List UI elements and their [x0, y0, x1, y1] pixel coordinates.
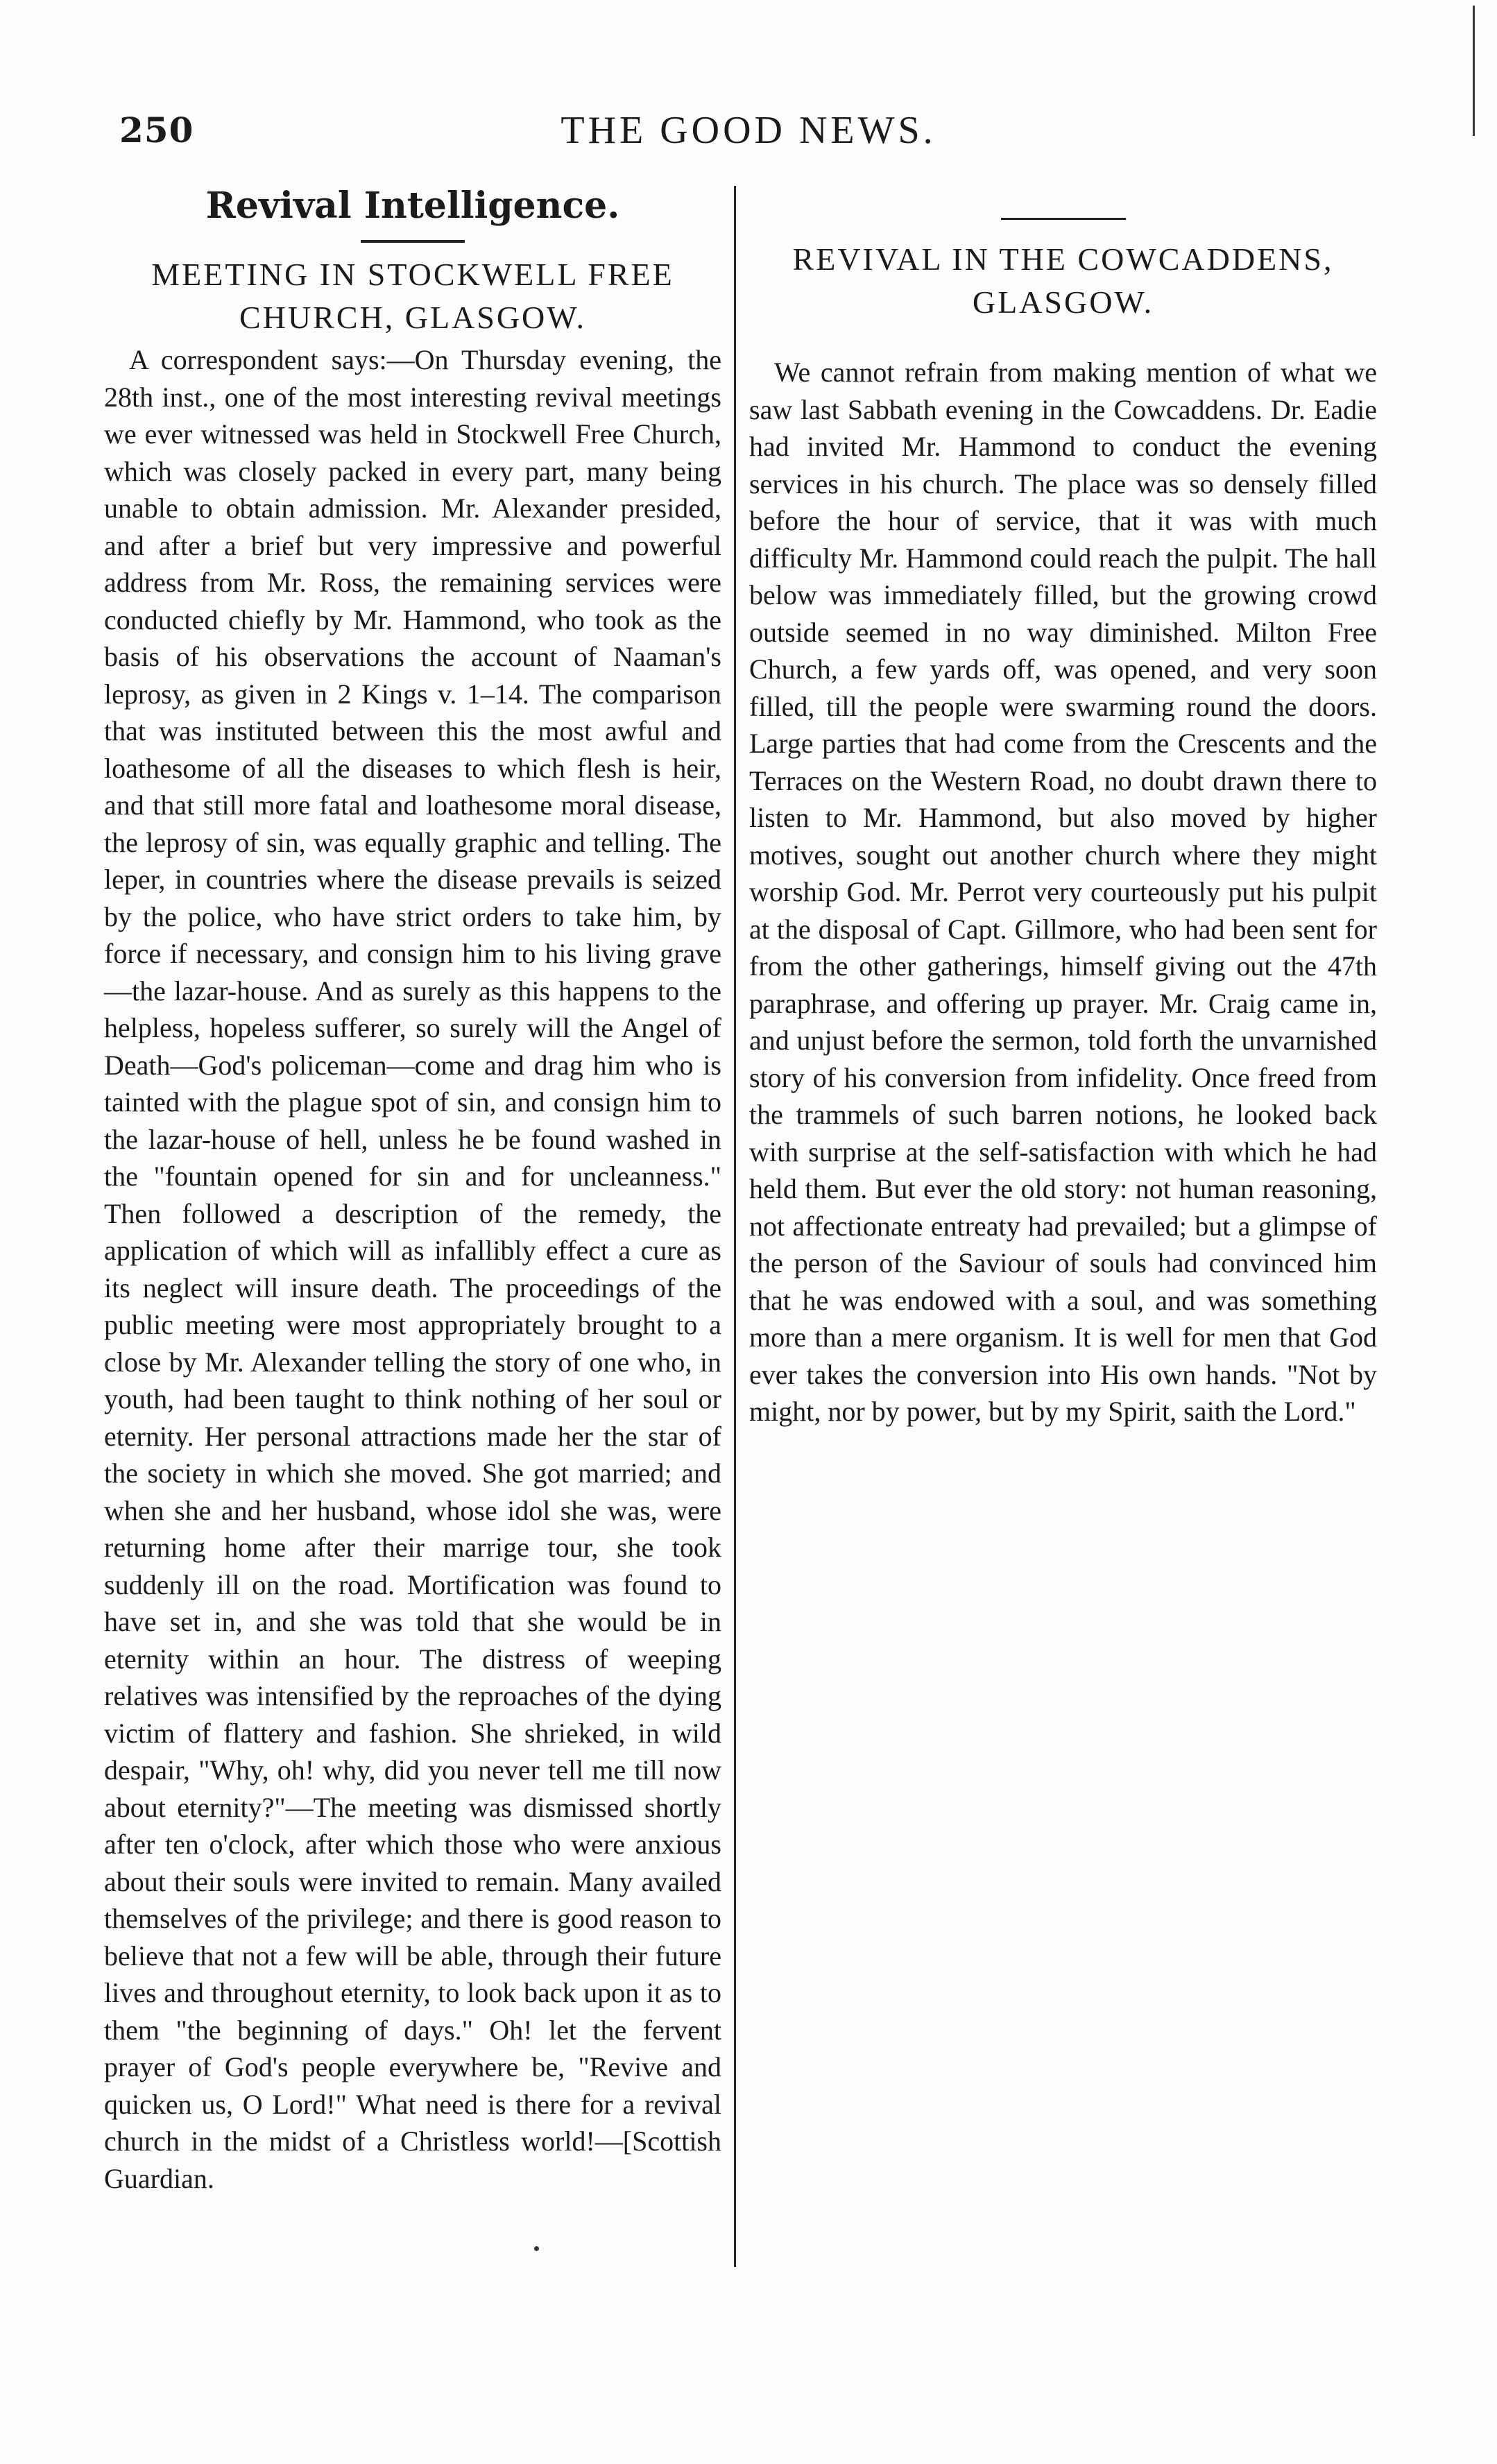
- section-heading: Revival Intelligence.: [205, 185, 620, 227]
- article2-title-line1: REVIVAL IN THE COWCADDENS,: [792, 241, 1334, 277]
- article2-title-line2: GLASGOW.: [972, 284, 1154, 320]
- left-column: [104, 182, 721, 2197]
- page-number: 250: [119, 110, 194, 151]
- article1-title-line1: MEETING IN STOCKWELL FREE: [151, 257, 674, 292]
- footer-dot: [534, 2246, 539, 2251]
- article1-paragraph: A correspondent says:—On Thursday evening, the 28th inst., one of the most interesting revival meetings we ever witnessed was held in Stockwell Free Church, which was closely packed in every part, many being unable to obtain admission. Mr. Alexander presided, and after a brief but very impressive and powerful address from Mr. Ross, the remaining services were conducted chiefly by Mr. Hammond, who took as the basis of his observations the account of Naaman's leprosy, as given in 2 Kings v. 1–14. The comparison that was instituted between this the most awful and loathesome of all the diseases to which flesh is heir, and that still more fatal and loathesome moral disease, the leprosy of sin, was equally graphic and telling. The leper, in countries where the disease prevails is seized by the police, who have strict orders to take him, by force if necessary, and consign him to his living grave—the lazar-house. And as surely as this happens to the helpless, hopeless sufferer, so surely will the Angel of Death—God's policeman—come and drag him who is tainted with the plague spot of sin, and consign him to the lazar-house of hell, unless he be found washed in the "fountain opened for sin and for uncleanness." Then followed a description of the remedy, the application of which will as infallibly effect a cure as its neglect will insure death. The proceedings of the public meeting were most appropriately brought to a close by Mr. Alexander telling the story of one who, in youth, had been taught to think nothing of her soul or eternity. Her personal attractions made her the star of the society in which she moved. She got married; and when she and her husband, whose idol she was, were returning home after their marrige tour, she took suddenly ill on the road. Mortification was found to have set in, and she was told that she would be in eternity within an hour. The distress of weeping relatives was intensified by the reproaches of the dying victim of flattery and fashion. She shrieked, in wild despair, "Why, oh! why, did you never tell me till now about eternity?"—The meeting was dismissed shortly after ten o'clock, after which those who were anxious about their souls were invited to remain. Many availed themselves of the privilege; and there is good reason to believe that not a few will be able, through their future lives and throughout eternity, to look back upon it as to them "the beginning of days." Oh! let the fervent prayer of God's people everywhere be, "Revive and quicken us, O Lord!" What need is there for a revival church in the midst of a Christless world!—[Scottish Guardian.: [104, 344, 721, 2194]
- article1-title-line2: CHURCH, GLASGOW.: [239, 300, 586, 335]
- running-title: THE GOOD NEWS.: [561, 109, 936, 152]
- heading-rule: [361, 240, 465, 243]
- column-rule: [734, 186, 736, 2267]
- article2-paragraph: We cannot refrain from making mention of what we saw last Sabbath evening in the Cowcaddens. Dr. Eadie had invited Mr. Hammond to conduct the evening services in his church. The place was so densely filled before the hour of service, that it was with much difficulty Mr. Hammond could reach the pulpit. The hall below was immediately filled, but the growing crowd outside seemed in no way diminished. Milton Free Church, a few yards off, was opened, and very soon filled, till the people were swarming round the doors. Large parties that had come from the Crescents and the Terraces on the Western Road, no doubt drawn there to listen to Mr. Hammond, but also moved by higher motives, sought out another church where they might worship God. Mr. Perrot very courteously put his pulpit at the disposal of Capt. Gillmore, who had been sent for from the other gatherings, himself giving out the 47th paraphrase, and offering up prayer. Mr. Craig came in, and unjust before the sermon, told forth the unvarnished story of his conversion from infidelity. Once freed from the trammels of such barren notions, he looked back with surprise at the self-satisfaction with which he had held them. But ever the old story: not human reasoning, not affectionate entreaty had prevailed; but a glimpse of the person of the Saviour of souls had convinced him that he was endowed with a soul, and was something more than a mere organism. It is well for men that God ever takes the conversion into His own hands. "Not by might, nor by power, but by my Spirit, saith the Lord.": [749, 357, 1377, 1427]
- article-divider: [749, 204, 1377, 232]
- article2-block: [749, 189, 1377, 1430]
